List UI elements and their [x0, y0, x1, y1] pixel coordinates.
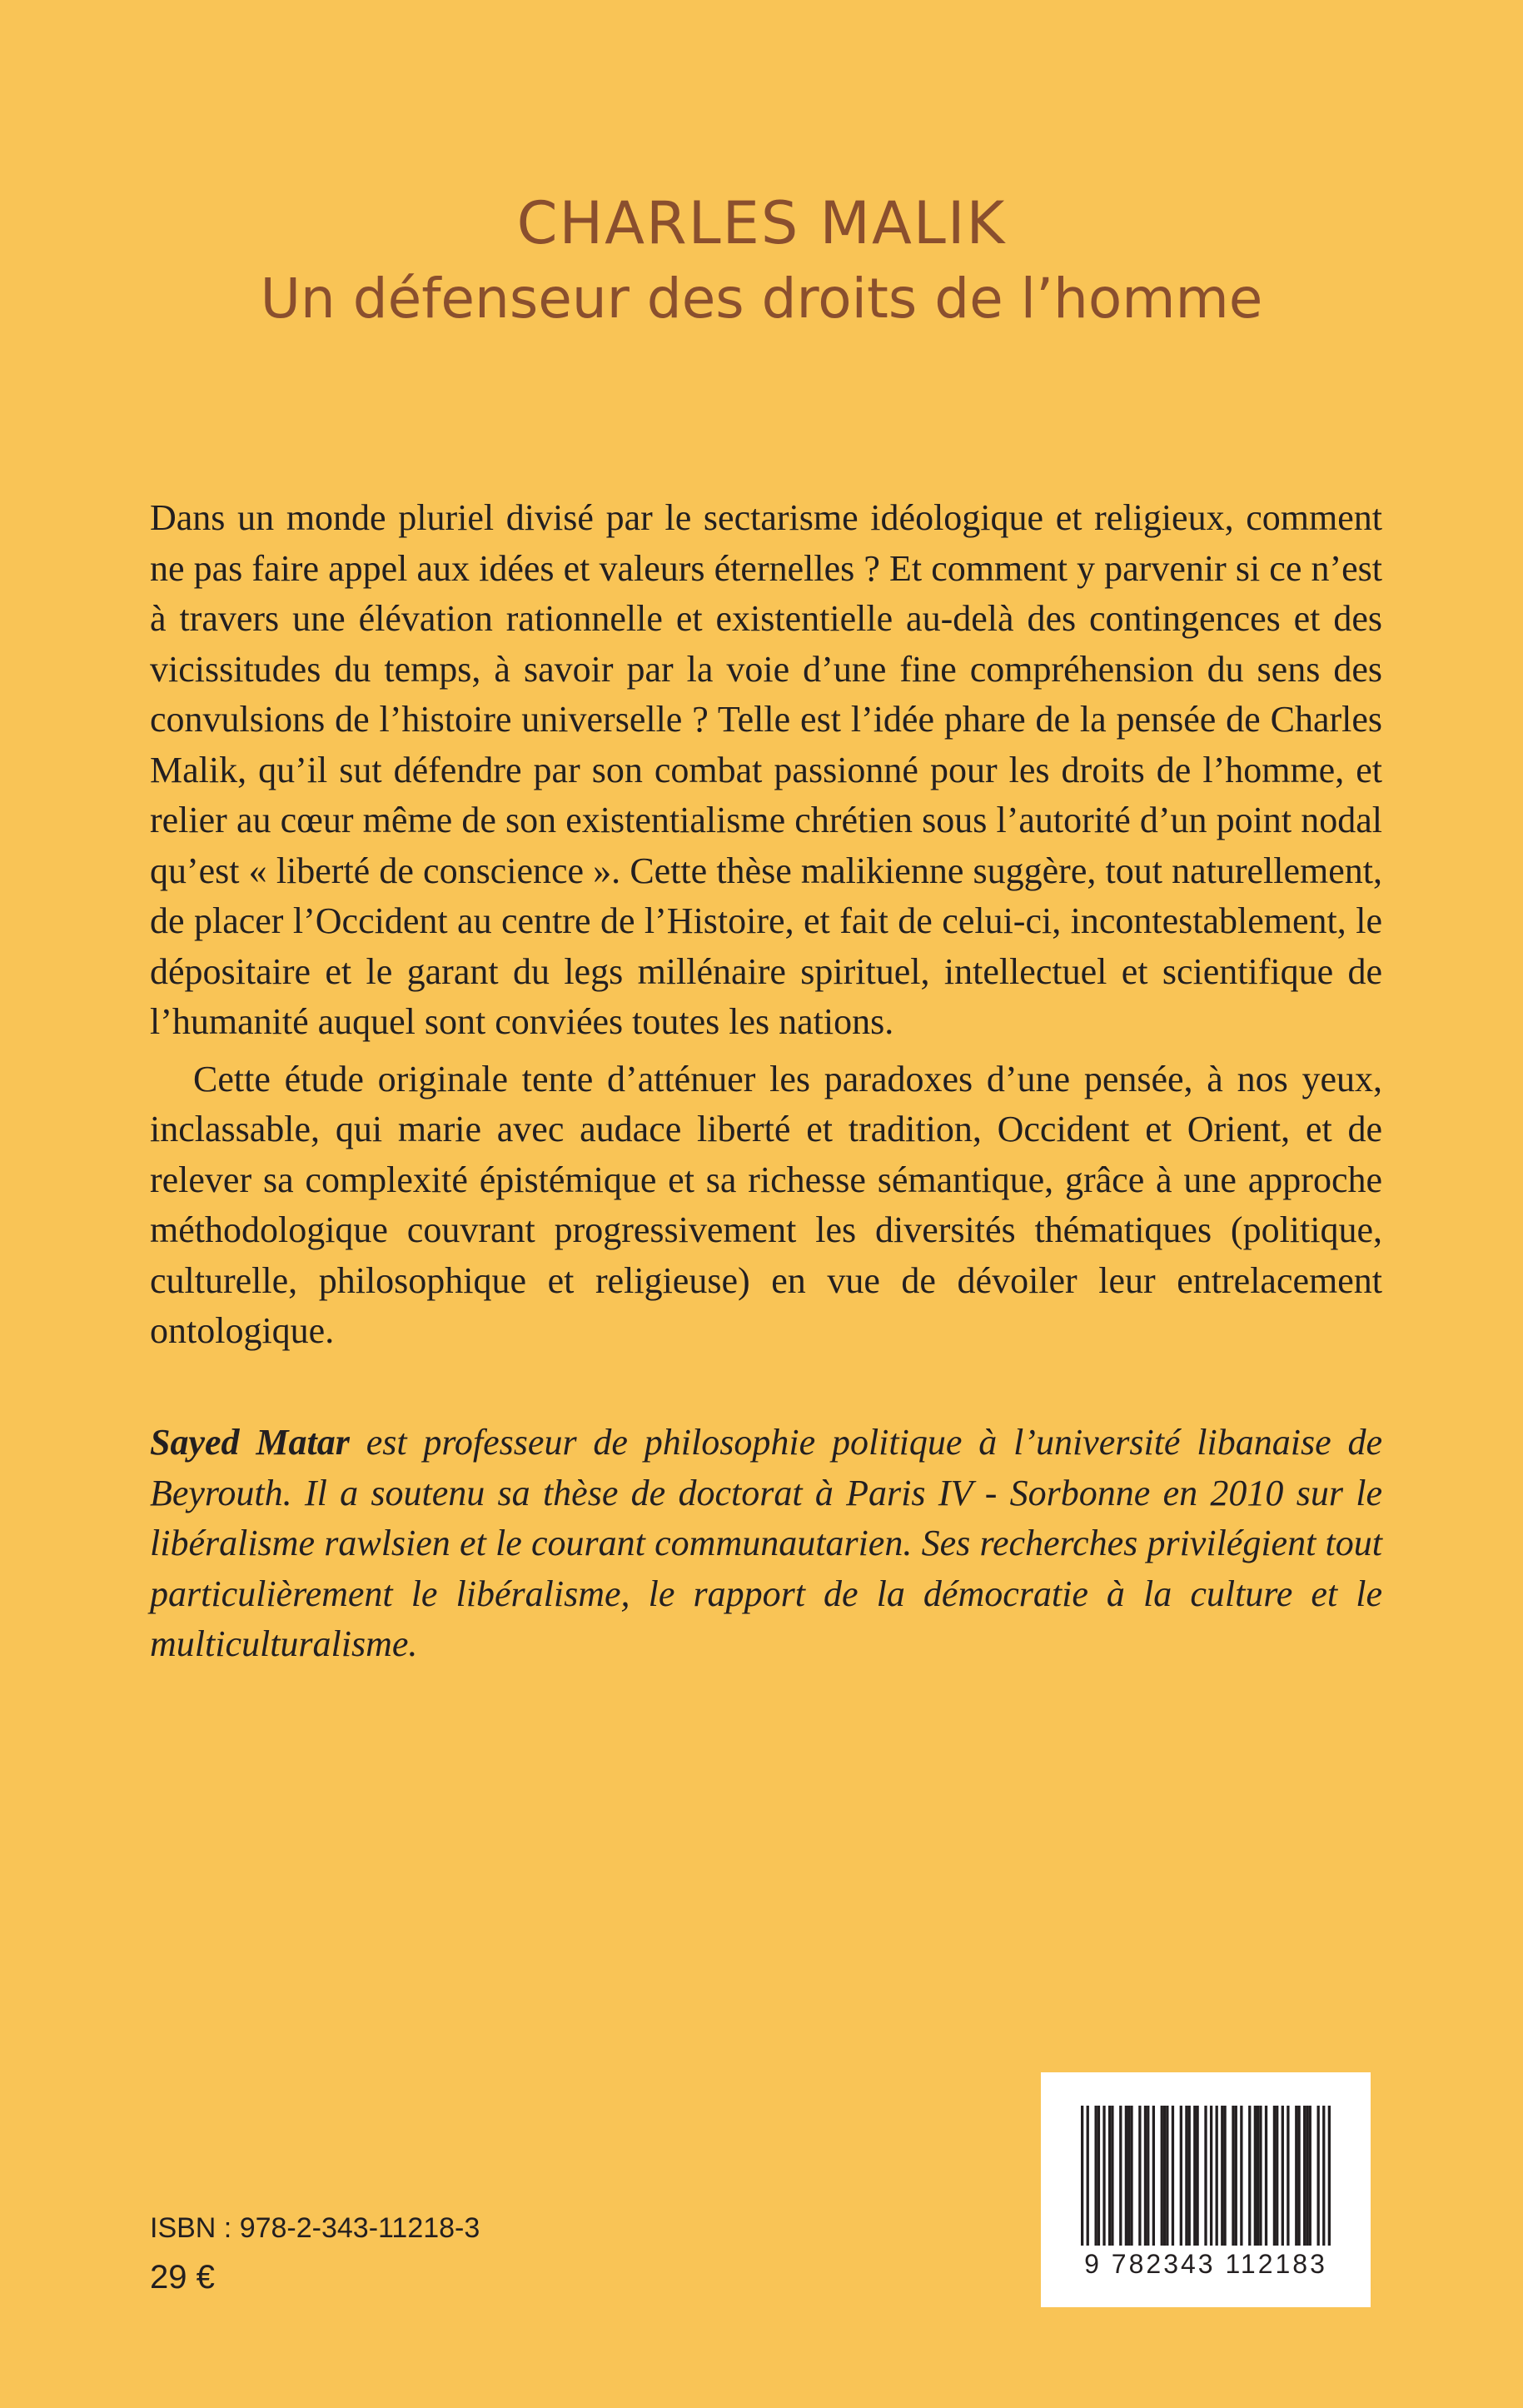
- blurb-paragraph-2: Cette étude originale tente d’atténuer les paradoxes d’une pensée, à nos yeux, inclassable, qui marie avec audace liberté et tradition, Occident et Orient, et de relever sa complexité épistémique et sa richesse sémantique, grâce à une approche méthodologique couvrant progressivement les diversités thématiques (politique, culturelle, philosophique et religieuse) en vue de dévoiler leur entrelacement ontologique.: [150, 1058, 1382, 1351]
- barcode-bar: [1221, 2106, 1223, 2246]
- blurb-paragraph-1: Dans un monde pluriel divisé par le sectarisme idéologique et religieux, comment ne pas faire appel aux idées et valeurs éternelles ? Et comment y parvenir si ce n’est à travers une élévation rationnelle et existentielle au-delà des contingences et des vicissitudes du temps, à savoir par la voie d’une fine compréhension du sens des convulsions de l’histoire universelle ? Telle est l’idée phare de la pensée de Charles Malik, qu’il sut défendre par son combat passionné pour les droits de l’homme, et relier au cœur même de son existentialisme chrétien sous l’autorité d’un point nodal qu’est « liberté de conscience ». Cette thèse malikienne suggère, tout naturellement, de placer l’Occident au centre de l’Histoire, et fait de celui-ci, incontestablement, le dépositaire et le garant du legs millénaire spirituel, intellectuel et scientifique de l’humanité auquel sont conviées toutes les nations.: [150, 497, 1382, 1042]
- barcode-bar: [1119, 2106, 1122, 2246]
- barcode-bar: [1108, 2106, 1111, 2246]
- barcode-bar: [1152, 2106, 1155, 2246]
- barcode-bar: [1306, 2106, 1308, 2246]
- barcode-bar: [1328, 2106, 1331, 2246]
- barcode-bar: [1303, 2106, 1306, 2246]
- barcode-bar: [1322, 2106, 1325, 2246]
- author-name: Sayed Matar: [150, 1422, 350, 1463]
- barcode-bar: [1223, 2106, 1226, 2246]
- barcode-bar: [1287, 2106, 1289, 2246]
- price: 29 €: [150, 2259, 215, 2296]
- barcode-bar: [1210, 2106, 1212, 2246]
- barcode-bar: [1309, 2106, 1311, 2246]
- barcode-bar: [1161, 2106, 1163, 2246]
- barcode-bar: [1240, 2106, 1242, 2246]
- barcode-bar: [1204, 2106, 1207, 2246]
- barcode-bar: [1216, 2106, 1218, 2246]
- barcode-bar: [1254, 2106, 1257, 2246]
- barcode-bar: [1127, 2106, 1130, 2246]
- barcode-bar: [1295, 2106, 1297, 2246]
- barcode-bar: [1317, 2106, 1320, 2246]
- barcode-bar: [1130, 2106, 1132, 2246]
- barcode-bar: [1172, 2106, 1174, 2246]
- barcode-bar: [1144, 2106, 1147, 2246]
- author-bio: [150, 1418, 1382, 1670]
- barcode-bar: [1102, 2106, 1105, 2246]
- barcode-bar: [1193, 2106, 1196, 2246]
- book-title: CHARLES MALIK: [516, 189, 1007, 257]
- barcode-bar: [1188, 2106, 1191, 2246]
- barcode-bar: [1297, 2106, 1300, 2246]
- barcode-digits: 9 782343 112183: [1084, 2249, 1327, 2279]
- barcode-bar: [1232, 2106, 1234, 2246]
- barcode-bar: [1081, 2106, 1083, 2246]
- barcode-bar: [1138, 2106, 1141, 2246]
- barcode-bar: [1276, 2106, 1278, 2246]
- barcode-bar: [1094, 2106, 1097, 2246]
- title-block: [0, 190, 1523, 330]
- blurb: [150, 493, 1382, 1357]
- barcode-bar: [1147, 2106, 1149, 2246]
- barcode-bar: [1248, 2106, 1251, 2246]
- barcode-bar: [1196, 2106, 1198, 2246]
- barcode-bar: [1185, 2106, 1187, 2246]
- barcode-bar: [1235, 2106, 1237, 2246]
- author-bio-text: est professeur de philosophie politique à l’université libanaise de Beyrouth. Il a soutenu sa thèse de doctorat à Paris IV - Sorbonne en 2010 sur le libéralisme rawlsien et le courant communautarien. Ses recherches privilégient tout particulièrement le libéralisme, le rapport de la démocratie à la culture et le multiculturalisme.: [150, 1422, 1383, 1664]
- barcode-bar: [1180, 2106, 1182, 2246]
- book-subtitle: Un défenseur des droits de l’homme: [260, 266, 1263, 331]
- barcode-bar: [1163, 2106, 1166, 2246]
- barcode-bar: [1265, 2106, 1267, 2246]
- barcode-bar: [1097, 2106, 1100, 2246]
- barcode: [1041, 2072, 1371, 2307]
- barcode-bar: [1282, 2106, 1284, 2246]
- barcode-bar: [1166, 2106, 1168, 2246]
- barcode-bar: [1111, 2106, 1113, 2246]
- barcode-bar: [1273, 2106, 1276, 2246]
- barcode-bar: [1087, 2106, 1089, 2246]
- isbn: ISBN : 978-2-343-11218-3: [150, 2212, 480, 2244]
- barcode-bar: [1257, 2106, 1259, 2246]
- barcode-bar: [1125, 2106, 1127, 2246]
- barcode-bars: [1081, 2106, 1331, 2246]
- barcode-bar: [1259, 2106, 1262, 2246]
